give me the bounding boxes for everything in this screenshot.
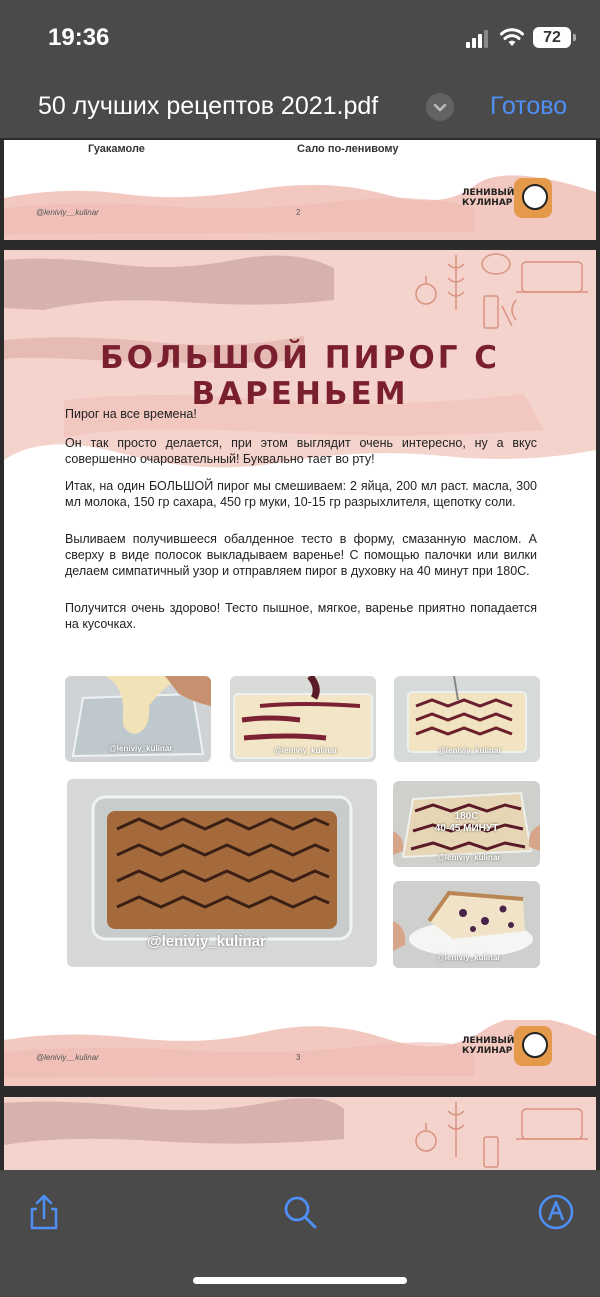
search-icon (280, 1192, 320, 1232)
brand-logo (462, 1026, 554, 1068)
recipe-paragraph: Он так просто делается, при этом выглядит очень интересно, ну а вкус совершенно очаровательный! Буквально тает во рту! (65, 436, 537, 466)
share-button[interactable] (24, 1192, 64, 1232)
document-title[interactable]: 50 лучших рецептов 2021.pdf (38, 92, 379, 120)
recipe-link-salo: Сало по-ленивому (297, 143, 399, 155)
page-number: 2 (296, 208, 301, 217)
logo-line-1: ЛЕНИВЫЙ (462, 188, 515, 198)
recipe-link-guacamole: Гуакамоле (88, 143, 145, 155)
title-menu-button[interactable] (426, 93, 454, 121)
cellular-signal-icon (466, 30, 490, 48)
page-number: 3 (296, 1053, 301, 1062)
oven-time-label: 40-45 МИНУТ (434, 823, 499, 834)
document-nav-bar (0, 76, 600, 138)
footer-handle: @leniviy__kulinar (36, 208, 99, 217)
kitchen-illustration-decoration (404, 1097, 596, 1170)
recipe-paragraph: Итак, на один БОЛЬШОЙ пирог мы смешиваем: 2 яйца, 200 мл раст. масла, 300 мл молока, 150 гр сахара, 450 гр муки, 10-15 гр разрыхлителя, щепотку соли. (65, 479, 537, 509)
pdf-page-2 (4, 140, 596, 240)
recipe-paragraph: Пирог на все времена! (65, 407, 197, 421)
chef-mascot-icon (514, 178, 552, 218)
home-indicator (193, 1277, 407, 1284)
chef-mascot-icon (514, 1026, 552, 1066)
photo-watermark: @leniviy_kulinar (437, 853, 501, 862)
share-icon (24, 1192, 64, 1232)
recipe-photo-pouring-batter (65, 676, 211, 762)
search-button[interactable] (280, 1192, 320, 1232)
done-button[interactable]: Готово (490, 92, 568, 120)
photo-watermark: @leniviy_kulinar (437, 953, 501, 962)
recipe-paragraph: Выливаем получившееся обалденное тесто в форму, смазанную маслом. А сверху в виде полосок выкладываем варенье! С помощью палочки или вилки делаем симпатичный узор и отправляем пирог в духовку на 40 минут при 180С. (65, 532, 537, 578)
pdf-page-4 (4, 1097, 596, 1170)
markup-icon (536, 1192, 576, 1232)
footer-handle: @leniviy__kulinar (36, 1053, 99, 1062)
logo-line-1: ЛЕНИВЫЙ (462, 1036, 515, 1046)
recipe-photo-jam-stripes (230, 676, 376, 762)
photo-watermark: @leniviy_kulinar (438, 746, 502, 755)
photo-watermark: @leniviy_kulinar (274, 746, 338, 755)
oven-temperature-label: 180С (454, 811, 479, 822)
brand-logo (462, 178, 554, 220)
logo-line-2: КУЛИНАР (462, 198, 513, 208)
chevron-down-icon (426, 93, 454, 121)
recipe-paragraph: Получится очень здорово! Тесто пышное, мягкое, варенье приятно попадается на кусочках. (65, 601, 537, 631)
battery-indicator: 72 (533, 27, 571, 48)
recipe-photo-baked-pie (67, 779, 377, 967)
pdf-page-3 (4, 250, 596, 1086)
status-bar (0, 0, 600, 76)
recipe-photo-zigzag-pattern (394, 676, 540, 762)
recipe-photo-oven-ready (393, 781, 540, 867)
markup-button[interactable] (536, 1192, 576, 1232)
recipe-photo-pie-slice (393, 881, 540, 968)
kitchen-illustration-decoration (404, 250, 596, 334)
logo-line-2: КУЛИНАР (462, 1046, 513, 1056)
photo-watermark: @leniviy_kulinar (147, 933, 266, 950)
status-time: 19:36 (48, 24, 110, 51)
photo-watermark: @leniviy_kulinar (109, 744, 173, 753)
wifi-icon (500, 26, 524, 48)
recipe-title: БОЛЬШОЙ ПИРОГ С ВАРЕНЬЕМ (99, 340, 500, 412)
